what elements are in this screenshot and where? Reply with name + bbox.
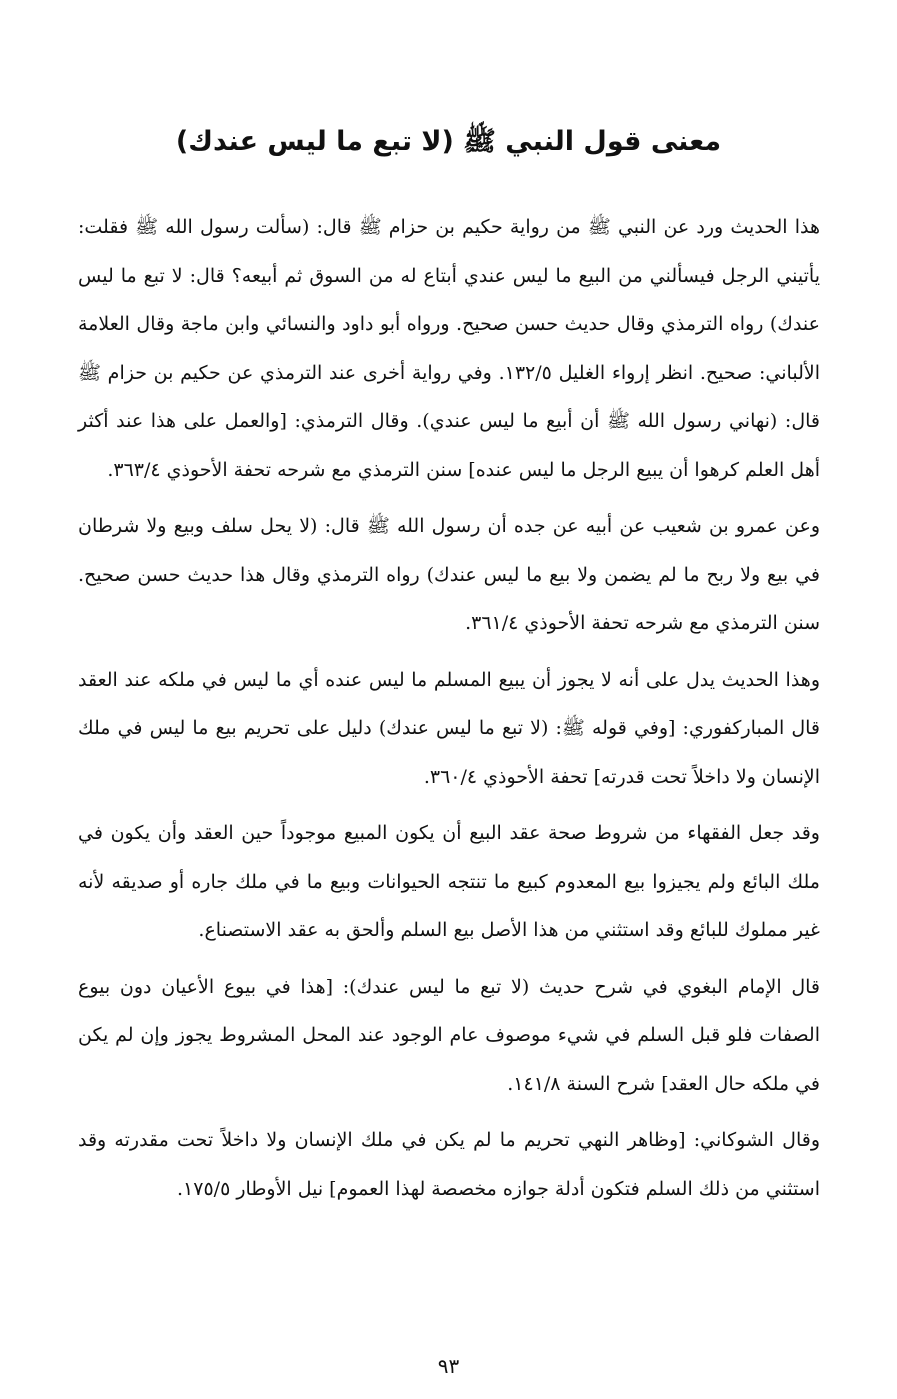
paragraph-amr-hadith: وعن عمرو بن شعيب عن أبيه عن جده أن رسول الله ﷺ قال: (لا يحل سلف وبيع ولا شرطان في بيع ولا ربح ما لم يضمن ولا بيع ما ليس عندك) رواه الترمذي وقال هذا حديث حسن صحيح. سنن الترمذي مع شرحه تحفة الأحوذي ٣٦١/٤. (78, 515, 820, 634)
paragraph-mubarakfuri: وهذا الحديث يدل على أنه لا يجوز أن يبيع المسلم ما ليس عنده أي ما ليس في ملكه عند العقد قال المباركفوري: [وفي قوله ﷺ: (لا تبع ما ليس عندك) دليل على تحريم بيع ما ليس في ملك الإنسان ولا داخلاً تحت قدرته] تحفة الأحوذي ٣٦٠/٤. (78, 668, 820, 788)
paragraph-hakim-hadith: هذا الحديث ورد عن النبي ﷺ من رواية حكيم بن حزام ﷺ قال: (سألت رسول الله ﷺ فقلت: يأتيني الرجل فيسألني من البيع ما ليس عندي أبتاع له من السوق ثم أبيعه؟ قال: لا تبع ما ليس عندك) رواه الترمذي وقال حديث حسن صحيح. ورواه أبو داود والنسائي وابن ماجة وقال العلامة الألباني: صحيح. انظر إرواء الغليل ١٣٢/٥. وفي رواية أخرى عند الترمذي عن حكيم بن حزام ﷺ قال: (نهاني رسول الله ﷺ أن أبيع ما ليس عندي). وقال الترمذي: [والعمل على هذا عند أكثر أهل العلم كرهوا أن يبيع الرجل ما ليس عنده] سنن الترمذي مع شرحه تحفة الأحوذي ٣٦٣/٤. (78, 216, 820, 481)
paragraph-fuqaha: وقد جعل الفقهاء من شروط صحة عقد البيع أن يكون المبيع موجوداً حين العقد وأن يكون في ملك البائع ولم يجيزوا بيع المعدوم كبيع ما تنتجه الحيوانات وبيع ما في ملك جاره أو صديقه لأنه غير مملوك للبائع وقد استثني من هذا الأصل بيع السلم وألحق به عقد الاستصناع. (78, 822, 820, 941)
paragraph-baghawi: قال الإمام البغوي في شرح حديث (لا تبع ما ليس عندك): [هذا في بيوع الأعيان دون بيوع الصفات فلو قبل السلم في شيء موصوف عام الوجود عند المحل المشروط يجوز وإن لم يكن في ملكه حال العقد] شرح السنة ١٤١/٨. (78, 975, 820, 1095)
body-text (78, 203, 820, 1221)
paragraph-shawkani: وقال الشوكاني: [وظاهر النهي تحريم ما لم يكن في ملك الإنسان ولا داخلاً تحت مقدرته وقد استثني من ذلك السلم فتكون أدلة جوازه مخصصة لهذا العموم] نيل الأوطار ١٧٥/٥. (78, 1129, 820, 1200)
page-number: ٩٣ (437, 1354, 460, 1378)
page-title: معنى قول النبي ﷺ (لا تبع ما ليس عندك) (175, 126, 722, 157)
